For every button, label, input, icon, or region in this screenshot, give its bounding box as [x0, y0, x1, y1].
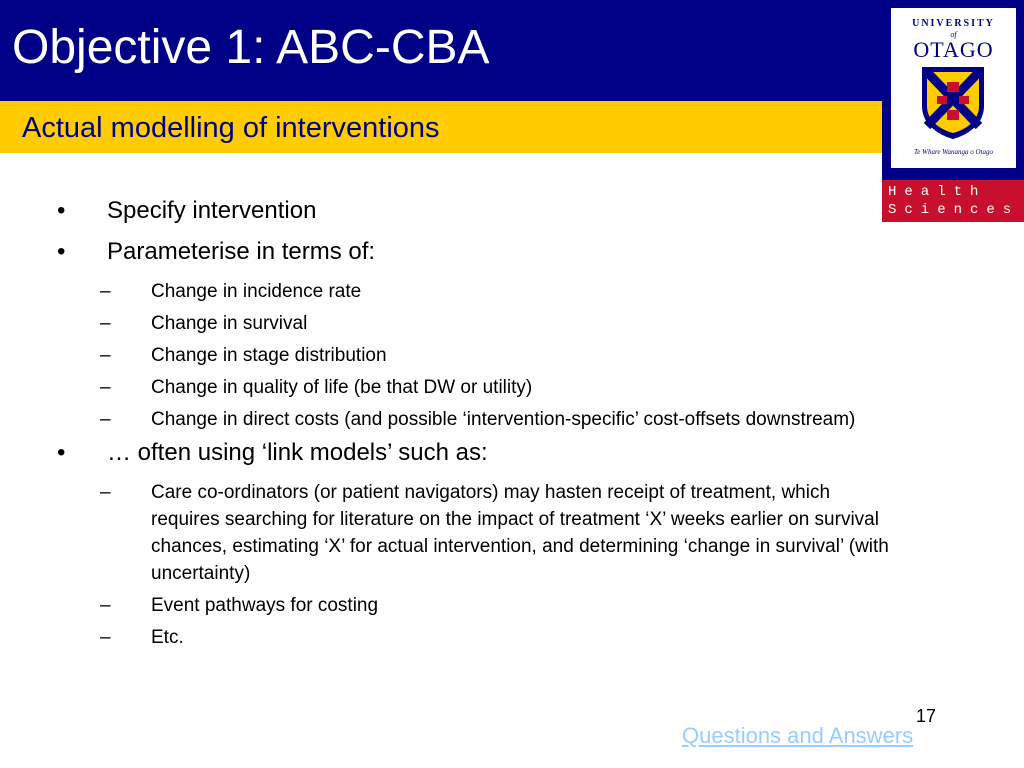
bullet-item	[0, 237, 900, 266]
sub-bullet-item	[0, 310, 900, 337]
sub-bullet-item	[0, 374, 900, 401]
dash-mark: –	[100, 627, 111, 648]
sub-bullet-item	[0, 624, 900, 651]
university-logo	[882, 0, 1024, 222]
sub-bullet-text: Care co-ordinators (or patient navigators) may hasten receipt of treatment, which requires searching for literature on the impact of treatment ‘X’ weeks earlier on survival chances, estimating ‘X’ for actual intervention, and determining ‘change in survival’ (with uncertainty)	[151, 482, 889, 584]
bullet-mark: •	[57, 238, 66, 265]
logo-motto-text: Te Whare Wananga o Otago	[914, 148, 993, 156]
bullet-item	[0, 438, 900, 467]
title-bar	[0, 0, 882, 101]
questions-and-answers-link[interactable]: Questions and Answers	[682, 723, 914, 748]
bullet-item	[0, 196, 900, 225]
sub-bullet-text: Change in quality of life (be that DW or utility)	[151, 377, 533, 398]
dash-mark: –	[100, 345, 111, 366]
sub-bullet-item	[0, 592, 900, 619]
health-sciences-banner	[882, 180, 1024, 222]
dash-mark: –	[100, 377, 111, 398]
health-text: Health	[888, 184, 987, 200]
bullet-mark: •	[57, 197, 66, 224]
bullet-text: Specify intervention	[107, 197, 317, 224]
sub-bullet-item	[0, 278, 900, 305]
slide-title: Objective 1: ABC-CBA	[12, 21, 490, 74]
dash-mark: –	[100, 281, 111, 302]
slide-subtitle: Actual modelling of interventions	[22, 112, 440, 144]
sub-bullet-text: Change in stage distribution	[151, 345, 387, 366]
bullet-text: … often using ‘link models’ such as:	[107, 439, 488, 466]
dash-mark: –	[100, 409, 111, 430]
page-number: 17	[915, 706, 936, 726]
sciences-text: Sciences	[888, 202, 1020, 218]
bullet-mark: •	[57, 439, 66, 466]
bullet-text: Parameterise in terms of:	[107, 238, 376, 265]
logo-name-text: OTAGO	[913, 37, 994, 62]
sub-bullet-text: Event pathways for costing	[151, 595, 379, 616]
dash-mark: –	[100, 482, 111, 503]
logo-of-text: of	[950, 30, 957, 39]
logo-university-text: UNIVERSITY	[912, 18, 995, 29]
dash-mark: –	[100, 595, 111, 616]
sub-bullet-item	[0, 479, 900, 587]
sub-bullet-text: Change in incidence rate	[151, 281, 362, 302]
dash-mark: –	[100, 313, 111, 334]
sub-bullet-item	[0, 342, 900, 369]
slide-content	[0, 196, 900, 656]
logo-panel	[891, 8, 1016, 168]
subtitle-bar	[0, 101, 882, 153]
sub-bullet-text: Change in survival	[151, 313, 308, 334]
sub-bullet-item	[0, 406, 900, 433]
crest-icon	[921, 66, 985, 140]
sub-bullet-text: Change in direct costs (and possible ‘intervention-specific’ cost-offsets downstream)	[151, 409, 856, 430]
sub-bullet-text: Etc.	[151, 627, 184, 648]
